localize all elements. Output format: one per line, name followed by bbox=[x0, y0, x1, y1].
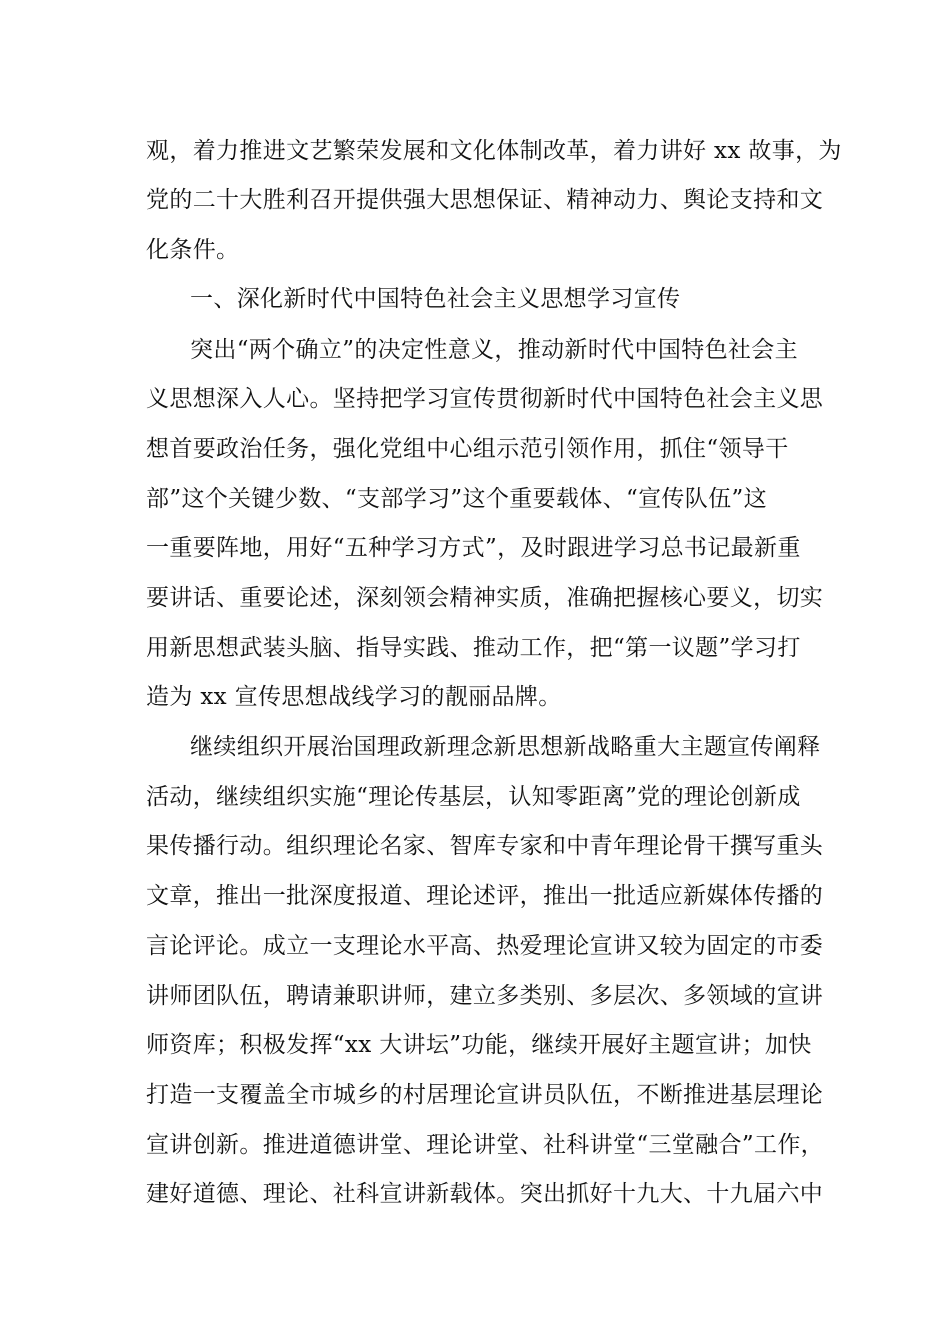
body-line: 想首要政治任务，强化党组中心组示范引领作用，抓住“领导干 bbox=[146, 436, 789, 462]
body-line: 党的二十大胜利召开提供强大思想保证、精神动力、舆论支持和文 bbox=[146, 187, 824, 213]
body-line: 建好道德、理论、社科宣讲新载体。突出抓好十九大、十九届六中 bbox=[146, 1181, 824, 1207]
body-line: 师资库；积极发挥“xx 大讲坛”功能，继续开展好主题宣讲；加快 bbox=[146, 1032, 812, 1058]
body-line: 一重要阵地，用好“五种学习方式”，及时跟进学习总书记最新重 bbox=[146, 535, 801, 561]
body-line: 要讲话、重要论述，深刻领会精神实质，准确把握核心要义，切实 bbox=[146, 585, 824, 611]
body-line: 用新思想武装头脑、指导实践、推动工作，把“第一议题”学习打 bbox=[146, 635, 801, 661]
body-line: 突出“两个确立”的决定性意义，推动新时代中国特色社会主 bbox=[190, 337, 798, 363]
body-line: 观，着力推进文艺繁荣发展和文化体制改革，着力讲好 xx 故事，为 bbox=[146, 138, 842, 164]
body-line: 造为 xx 宣传思想战线学习的靓丽品牌。 bbox=[146, 684, 562, 710]
section-heading: 一、深化新时代中国特色社会主义思想学习宣传 bbox=[190, 286, 681, 312]
body-line: 言论评论。成立一支理论水平高、热爱理论宣讲又较为固定的市委 bbox=[146, 933, 824, 959]
body-line: 果传播行动。组织理论名家、智库专家和中青年理论骨干撰写重头 bbox=[146, 833, 824, 859]
body-line: 活动，继续组织实施“理论传基层，认知零距离”党的理论创新成 bbox=[146, 784, 801, 810]
body-line: 部”这个关键少数、“支部学习”这个重要载体、“宣传队伍”这 bbox=[146, 486, 767, 512]
body-line: 继续组织开展治国理政新理念新思想新战略重大主题宣传阐释 bbox=[190, 734, 821, 760]
body-line: 化条件。 bbox=[146, 237, 240, 263]
body-line: 宣讲创新。推进道德讲堂、理论讲堂、社科讲堂“三堂融合”工作， bbox=[146, 1132, 825, 1158]
body-line: 义思想深入人心。坚持把学习宣传贯彻新时代中国特色社会主义思 bbox=[146, 386, 824, 412]
body-line: 打造一支覆盖全市城乡的村居理论宣讲员队伍，不断推进基层理论 bbox=[146, 1082, 824, 1108]
body-line: 文章，推出一批深度报道、理论述评，推出一批适应新媒体传播的 bbox=[146, 883, 824, 909]
body-line: 讲师团队伍，聘请兼职讲师，建立多类别、多层次、多领域的宣讲 bbox=[146, 983, 824, 1009]
